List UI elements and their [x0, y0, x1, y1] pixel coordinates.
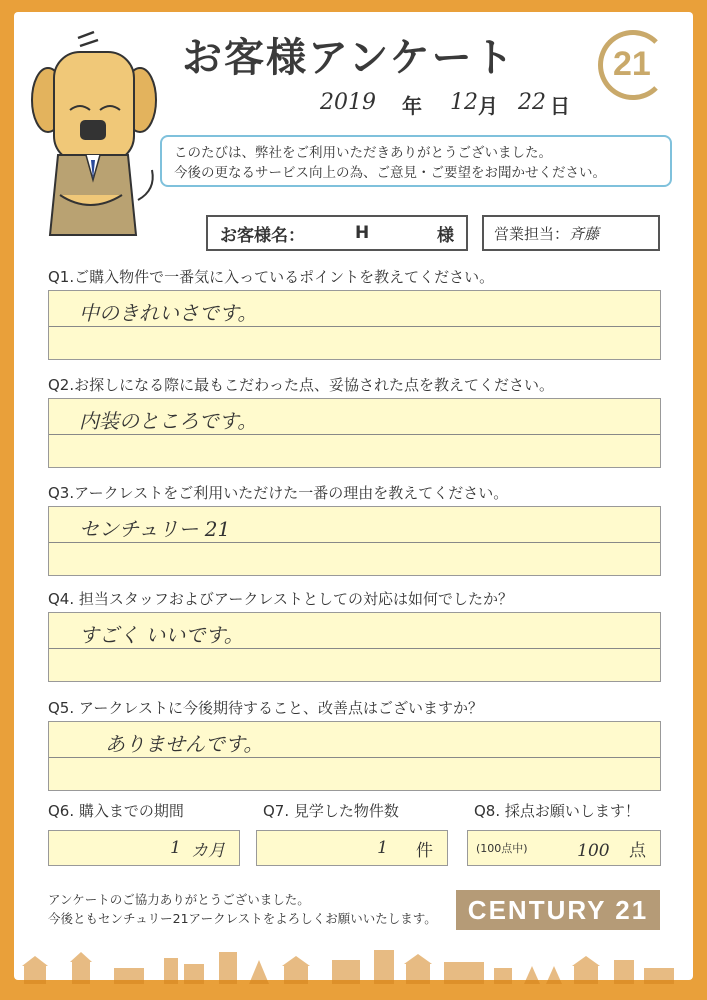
question-4: Q4. 担当スタッフおよびアークレストとしての対応は如何でしたか？ — [48, 590, 513, 608]
answer-text-1: 中のきれいさです。 — [79, 301, 258, 325]
q6-value: 1 — [170, 838, 181, 858]
answer-line — [49, 542, 660, 543]
q7-answer-box[interactable] — [256, 830, 448, 866]
answer-box-5[interactable] — [48, 721, 661, 791]
question-2: Q2.お探しになる際に最もこだわった点、妥協された点を教えてください。 — [48, 376, 554, 394]
date-month-value: 12 — [450, 90, 478, 115]
q8-unit: 点 — [629, 840, 646, 861]
greeting-bubble — [160, 135, 672, 187]
answer-text-5: ありませんです。 — [105, 732, 264, 756]
answer-line — [49, 326, 660, 327]
date-year-value: 2019 — [320, 90, 376, 115]
logo-text: 21 — [613, 45, 651, 83]
q7-unit: 件 — [416, 840, 433, 861]
date-day-label: 日 — [550, 94, 570, 118]
answer-text-3: センチュリー 21 — [79, 517, 231, 541]
q6-unit: カ月 — [191, 840, 225, 861]
customer-name-label: お客様名： — [220, 225, 305, 246]
thank-you-line-2: 今後ともセンチュリー21アークレストをよろしくお願いいたします。 — [48, 911, 437, 926]
date-year-label: 年 — [402, 94, 422, 118]
date-month-label: 月 — [478, 94, 498, 118]
century21-brand-badge: CENTURY 21 — [456, 890, 660, 930]
sales-staff-name[interactable]: 斉藤 — [569, 224, 600, 243]
customer-name-value[interactable]: H — [355, 223, 370, 243]
page-title: お客様アンケート — [182, 35, 516, 81]
answer-box-1[interactable] — [48, 290, 661, 360]
q7-value: 1 — [377, 838, 388, 858]
thank-you-note — [48, 890, 437, 928]
q8-prefix: (100点中) — [476, 842, 528, 855]
date-row — [320, 90, 376, 115]
question-7: Q7. 見学した物件数 — [263, 802, 399, 820]
question-3: Q3.アークレストをご利用いただけた一番の理由を教えてください。 — [48, 484, 509, 502]
answer-text-2: 内装のところです。 — [79, 409, 258, 433]
sales-staff-box — [482, 215, 660, 251]
customer-name-suffix: 様 — [437, 225, 454, 246]
sales-staff-label: 営業担当： — [494, 224, 570, 243]
answer-text-4: すごく いいです。 — [79, 623, 244, 647]
dog-mascot-illustration — [28, 30, 158, 245]
answer-line — [49, 434, 660, 435]
question-1: Q1.ご購入物件で一番気に入っているポイントを教えてください。 — [48, 268, 495, 286]
answer-line — [49, 757, 660, 758]
greeting-line-1: このたびは、弊社をご利用いただきありがとうございました。 — [174, 145, 552, 161]
q8-answer-box[interactable] — [467, 830, 661, 866]
thank-you-line-1: アンケートのご協力ありがとうございました。 — [48, 892, 310, 907]
question-8: Q8. 採点お願いします！ — [474, 802, 640, 820]
answer-box-4[interactable] — [48, 612, 661, 682]
question-5: Q5. アークレストに今後期待すること、改善点はございますか？ — [48, 699, 483, 717]
century21-circle-logo — [598, 30, 668, 100]
town-silhouette-illustration — [14, 942, 693, 984]
date-day-value: 22 — [518, 90, 546, 115]
q6-answer-box[interactable] — [48, 830, 240, 866]
answer-box-3[interactable] — [48, 506, 661, 576]
question-6: Q6. 購入までの期間 — [48, 802, 184, 820]
answer-line — [49, 648, 660, 649]
customer-name-box — [206, 215, 468, 251]
q8-value: 100 — [577, 840, 610, 861]
greeting-line-2: 今後の更なるサービス向上の為、ご意見・ご要望をお聞かせください。 — [174, 165, 606, 181]
answer-box-2[interactable] — [48, 398, 661, 468]
